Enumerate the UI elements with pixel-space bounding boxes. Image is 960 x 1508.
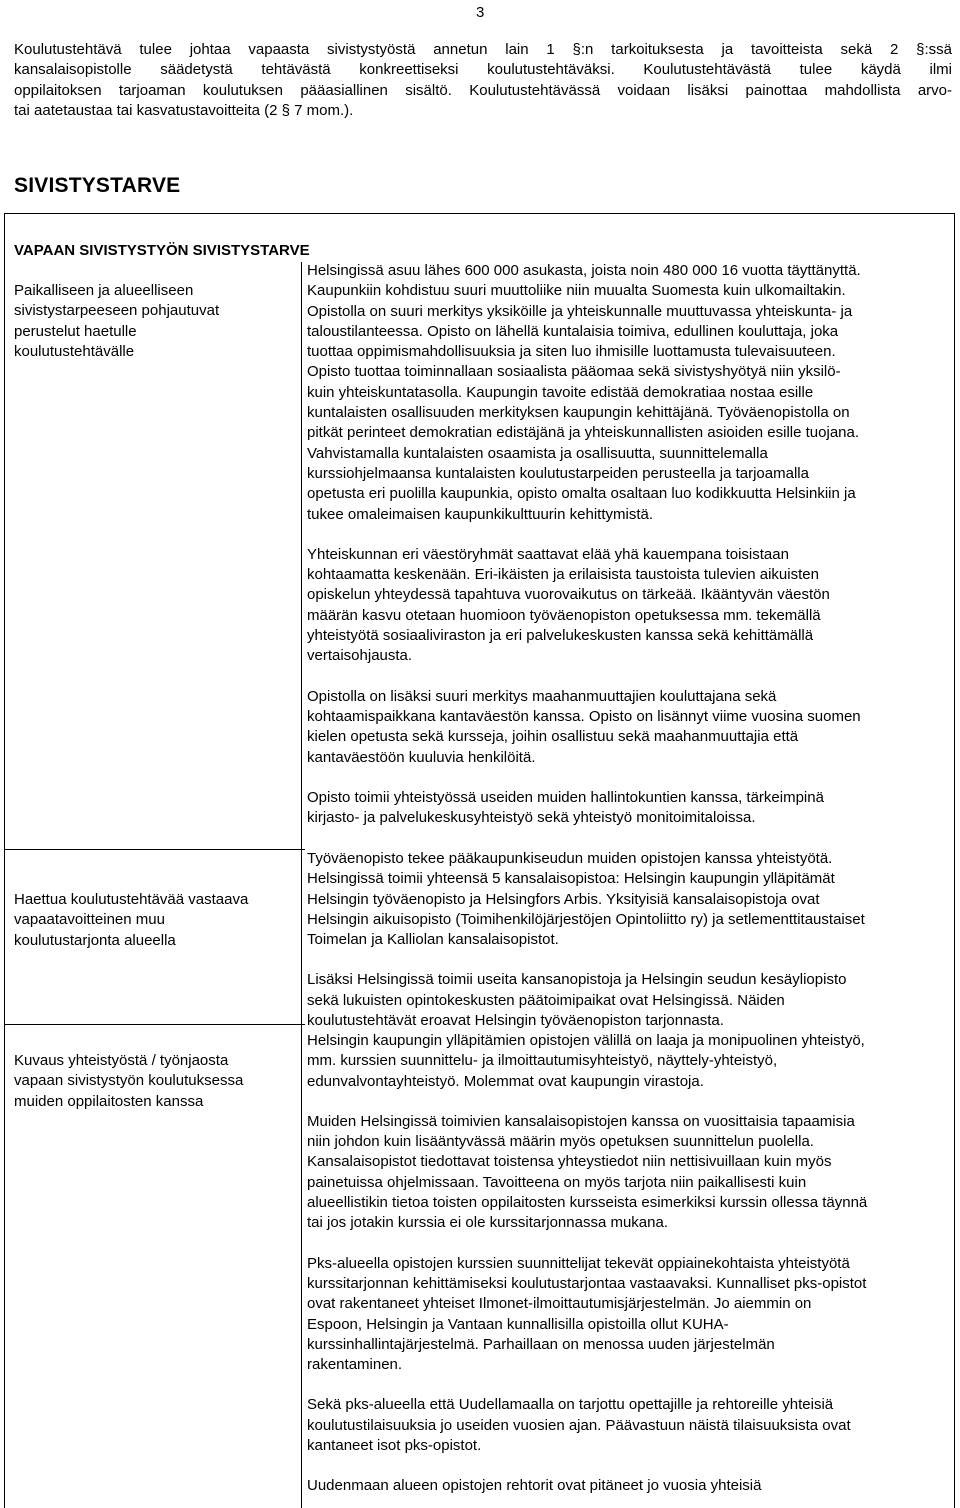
text-line: Yhteiskunnan eri väestöryhmät saattavat elää yhä kauempana toisistaan xyxy=(307,545,789,563)
text-line: kantaväestöön kuuluvia henkilöitä. xyxy=(307,748,536,766)
label-line: vapaatavoitteinen muu xyxy=(14,911,165,929)
text-line: Pks-alueella opistojen kurssien suunnittelijat tekevät oppiainekohtaista yhteistyötä xyxy=(307,1254,850,1272)
text-line: määrän kasvu otetaan huomioon työväenopiston opetuksessa mm. tekemällä xyxy=(307,606,821,624)
paragraph xyxy=(307,849,947,950)
text-line: tuottaa oppimismahdollisuuksia ja siten luo ihmisille luottamusta tulevaisuuteen. xyxy=(307,343,836,361)
text-line: tai jos jotakin kurssia ei ole kurssitarjonnassa mukana. xyxy=(307,1214,669,1232)
sivistystarve-table xyxy=(4,213,955,1508)
label-line: koulutustarjonta alueella xyxy=(14,931,176,949)
text-line: koulutustilaisuuksia jo useiden vuosien ajan. Päävastuun näistä tilaisuuksista ovat xyxy=(307,1416,851,1434)
text-line: alueellistikin tietoa toisten oppilaitosten kursseista esimerkiksi kurssin ollessa täynnä xyxy=(307,1194,868,1212)
text-line: Työväenopisto tekee pääkaupunkiseudun muiden opistojen kanssa yhteistyötä. xyxy=(307,850,833,867)
paragraph xyxy=(307,1254,947,1376)
row-divider xyxy=(4,1024,305,1025)
paragraph xyxy=(307,970,947,1031)
text-line: Opisto tuottaa toiminnallaan sosiaalista pääomaa sekä sivistyshyötyä niin yksilö- xyxy=(307,363,841,381)
text-line: opiskelun yhteydessä tapahtuva vuorovaikutus on tärkeää. Ikääntyvän väestön xyxy=(307,586,830,604)
text-line: kohtaamispaikkana kantaväestön kanssa. Opisto on lisännyt viime vuosina suomen xyxy=(307,707,861,725)
text-line: Helsingissä toimii yhteensä 5 kansalaisopistoa: Helsingin kaupungin ylläpitämät xyxy=(307,870,835,888)
text-line: Helsingin työväenopisto ja Helsingfors Arbis. Yksityisiä kansalaisopistoja ovat xyxy=(307,890,820,908)
label-line: sivistystarpeeseen pohjautuvat xyxy=(14,302,220,320)
row-label-cooperation xyxy=(14,1051,294,1112)
text-line: Opistolla on lisäksi suuri merkitys maahanmuuttajien kouluttajana sekä xyxy=(307,687,777,705)
text-line: Toimelan ja Kalliolan kansalaisopistot. xyxy=(307,931,559,949)
text-line: vertaisohjausta. xyxy=(307,647,413,665)
text-line: Espoon, Helsingin ja Vantaan kunnallisilla opistoilla ollut KUHA- xyxy=(307,1315,729,1333)
table-title: VAPAAN SIVISTYSTYÖN SIVISTYSTARVE xyxy=(14,242,310,259)
row-content-local-needs xyxy=(307,261,947,828)
text-line: kurssitarjonnan kehittämiseksi koulutustarjontaa vastaavaksi. Kunnalliset pks-opistot xyxy=(307,1274,867,1292)
page-number: 3 xyxy=(476,4,485,21)
section-heading: SIVISTYSTARVE xyxy=(14,174,181,197)
row-label-other-offering xyxy=(14,890,294,951)
paragraph xyxy=(307,1395,947,1456)
text-line: painetuissa ohjelmissaan. Tavoitteena on myös tarjota niin paikallisesti kuin xyxy=(307,1173,807,1191)
row-content-cooperation xyxy=(307,1031,947,1497)
text-line: kielen opetusta sekä kursseja, joihin osallistuu sekä maahanmuuttajia että xyxy=(307,728,799,746)
text-line: tukee omaleimaisen kaupunkikulttuurin kehittymistä. xyxy=(307,505,654,523)
text-line: Lisäksi Helsingissä toimii useita kansanopistoja ja Helsingin seudun kesäyliopisto xyxy=(307,971,847,989)
text-line: Uudenmaan alueen opistojen rehtorit ovat pitäneet jo vuosia yhteisiä xyxy=(307,1477,762,1495)
text-line: ovat rakentaneet yhteiset Ilmonet-ilmoittautumisjärjestelmän. Jo aiemmin on xyxy=(307,1295,812,1313)
text-line: Muiden Helsingissä toimivien kansalaisopistojen kanssa on vuosittaisia tapaamisia xyxy=(307,1112,855,1130)
row-content-other-offering xyxy=(307,849,947,1031)
label-line: Haettua koulutustehtävää vastaava xyxy=(14,891,249,908)
text-line: kohtaamatta keskenään. Eri-ikäisten ja erilaisista taustoista tulevien aikuisten xyxy=(307,566,819,584)
text-line: Helsingin kaupungin ylläpitämien opistojen välillä on laaja ja monipuolinen yhteistyö, xyxy=(307,1032,865,1049)
text-line: kuin yhteiskuntatasolla. Kaupungin tavoite edistää demokratiaa nostaa esille xyxy=(307,383,814,401)
row-label-local-needs xyxy=(14,281,294,362)
text-line: kantaneet isot pks-opistot. xyxy=(307,1437,482,1455)
text-line: edunvalvontayhteistyö. Molemmat ovat kaupungin virastoja. xyxy=(307,1072,704,1090)
text-line: Sekä pks-alueella että Uudellamaalla on tarjottu opettajille ja rehtoreille yhteisiä xyxy=(307,1396,834,1414)
text-line: opetusta eri puolilla kaupunkia, opisto omalta osaltaan luo kodikkuutta Helsinkiin ja xyxy=(307,485,856,503)
label-line: vapaan sivistystyön koulutuksessa xyxy=(14,1072,244,1090)
paragraph xyxy=(307,261,947,525)
label-line: Paikalliseen ja alueelliseen xyxy=(14,282,194,299)
column-divider xyxy=(301,262,302,1508)
text-line: kurssiohjelmaansa kuntalaisten koulutustarpeiden perusteella ja tarjoamalla xyxy=(307,464,809,482)
row-divider xyxy=(4,849,305,850)
paragraph xyxy=(307,1112,947,1234)
intro-line: oppilaitoksen tarjoaman koulutuksen pääasiallinen sisältö. Koulutustehtävässä voidaan lisäksi painottaa mahdollista arvo- xyxy=(14,81,952,99)
intro-paragraph xyxy=(14,40,952,121)
text-line: kuntalaisten osallisuuden merkityksen kaupungin kehittäjänä. Työväenopistolla on xyxy=(307,404,850,422)
paragraph xyxy=(307,788,947,829)
text-line: kirjasto- ja palvelukeskusyhteistyö sekä yhteistyö monitoimitaloissa. xyxy=(307,809,756,827)
label-line: perustelut haetulle xyxy=(14,322,137,340)
intro-line: kansalaisopistolle säädetystä tehtävästä konkreettiseksi koulutustehtäväksi. Koulutustehtävästä tulee käydä ilmi xyxy=(14,61,952,79)
intro-line: tai aatetaustaa tai kasvatustavoitteita (2 § 7 mom.). xyxy=(14,101,354,119)
text-line: Kaupunkiin kohdistuu suuri muuttoliike niin muualta Suomesta kuin ulkomailtakin. xyxy=(307,282,846,300)
paragraph xyxy=(307,1476,947,1496)
text-line: Opistolla on suuri merkitys yksiköille ja yhteiskunnalle muuttuvassa yhteiskunta- ja xyxy=(307,302,853,320)
text-line: Helsingissä asuu lähes 600 000 asukasta, joista noin 480 000 16 vuotta täyttänyttä. xyxy=(307,262,861,279)
intro-line: Koulutustehtävä tulee johtaa vapaasta sivistystyöstä annetun lain 1 §:n tarkoituksesta ja tavoitteista sekä 2 §:ssä xyxy=(14,41,952,58)
text-line: Helsingin aikuisopisto (Toimihenkilöjärjestöjen Opintoliitto ry) ja setlementtitaustaiset xyxy=(307,910,865,928)
text-line: Vahvistamalla kuntalaisten osaamista ja osallisuutta, suunnittelemalla xyxy=(307,444,768,462)
paragraph xyxy=(307,1031,947,1092)
text-line: taloustilanteessa. Opisto on lähellä kuntalaisia toimiva, edullinen kouluttaja, joka xyxy=(307,322,839,340)
label-line: koulutustehtävälle xyxy=(14,342,135,360)
text-line: yhteistyötä sosiaaliviraston ja eri palvelukeskusten kanssa sekä kehittämällä xyxy=(307,627,814,645)
text-line: Opisto toimii yhteistyössä useiden muiden hallintokuntien kanssa, tärkeimpinä xyxy=(307,788,824,806)
label-line: Kuvaus yhteistyöstä / työnjaosta xyxy=(14,1052,229,1069)
text-line: sekä lukuisten opintokeskusten päätoimipaikat ovat Helsingissä. Näiden xyxy=(307,991,785,1009)
text-line: mm. kurssien suunnittelu- ja ilmoittautumisyhteistyö, näyttely-yhteistyö, xyxy=(307,1052,778,1070)
text-line: rakentaminen. xyxy=(307,1356,403,1374)
text-line: pitkät perinteet demokratian edistäjänä ja yhteiskunnallisten asioiden esille tuojana. xyxy=(307,424,860,442)
paragraph xyxy=(307,545,947,667)
text-line: Kansalaisopistot tiedottavat toistensa yhteystiedot niin nettisivuillaan kuin myös xyxy=(307,1153,832,1171)
text-line: koulutustehtävät eroavat Helsingin työväenopiston tarjonnasta. xyxy=(307,1012,724,1030)
text-line: niin johdon kuin lisääntyvässä määrin myös opetuksen suunnittelun puolella. xyxy=(307,1133,814,1151)
text-line: kurssinhallintajärjestelmä. Parhaillaan on menossa uuden järjestelmän xyxy=(307,1335,775,1353)
paragraph xyxy=(307,687,947,768)
label-line: muiden oppilaitosten kanssa xyxy=(14,1092,204,1110)
